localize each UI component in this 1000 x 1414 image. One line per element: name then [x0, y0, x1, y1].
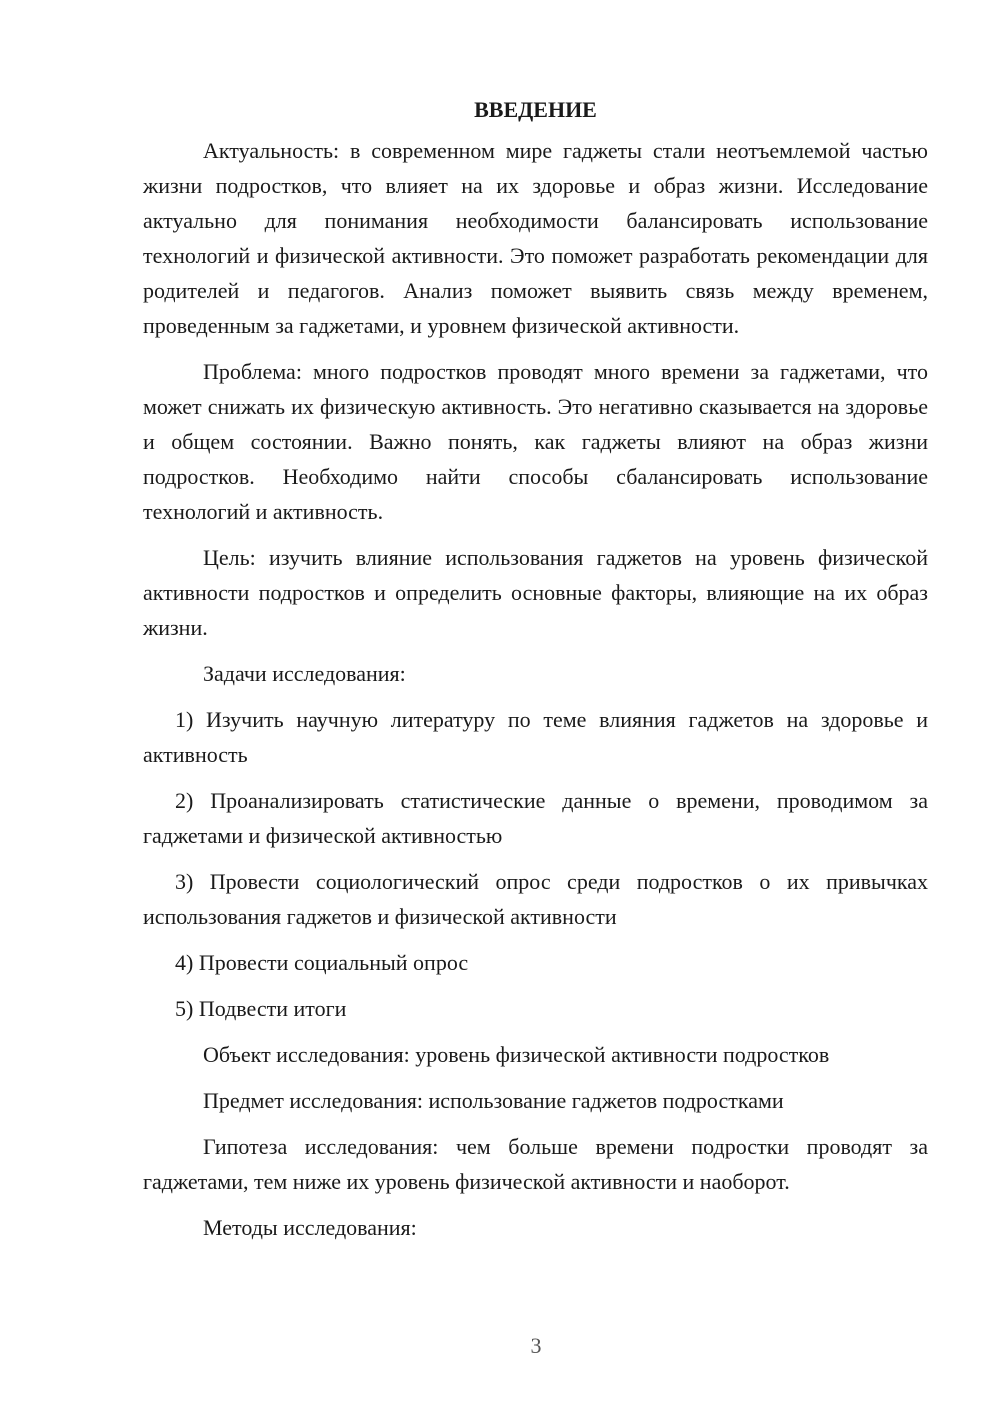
task-item: 4) Провести социальный опрос [175, 950, 469, 975]
task-item: 2) Проанализировать статистические данные о времени, проводимом за гаджетами и физической активностью [143, 788, 928, 848]
problem-paragraph: Проблема: много подростков проводят много времени за гаджетами, что может снижать их физическую активность. Это негативно сказывается на здоровье и общем состоянии. Важно понять, как гаджеты влияют на образ жизни подростков. Необходимо найти способы сбалансировать использование технологий и активность. [143, 359, 928, 524]
object-paragraph: Объект исследования: уровень физической активности подростков [203, 1042, 830, 1067]
subject-paragraph: Предмет исследования: использование гаджетов подростками [203, 1088, 784, 1113]
task-item: 3) Провести социологический опрос среди подростков о их привычках использования гаджетов и физической активности [143, 869, 928, 929]
tasks-heading: Задачи исследования: [203, 661, 406, 686]
task-item: 1) Изучить научную литературу по теме влияния гаджетов на здоровье и активность [143, 707, 928, 767]
section-heading: ВВЕДЕНИЕ [474, 97, 597, 122]
task-item: 5) Подвести итоги [175, 996, 347, 1021]
methods-heading: Методы исследования: [203, 1215, 417, 1240]
goal-paragraph: Цель: изучить влияние использования гаджетов на уровень физической активности подростков и определить основные факторы, влияющие на их образ жизни. [143, 545, 928, 640]
hypothesis-paragraph: Гипотеза исследования: чем больше времени подростки проводят за гаджетами, тем ниже их уровень физической активности и наоборот. [143, 1134, 928, 1194]
relevance-paragraph: Актуальность: в современном мире гаджеты стали неотъемлемой частью жизни подростков, что влияет на их здоровье и образ жизни. Исследование актуально для понимания необходимости балансировать использование технологий и физической активности. Это поможет разработать рекомендации для родителей и педагогов. Анализ поможет выявить связь между временем, проведенным за гаджетами, и уровнем физической активности. [143, 138, 928, 338]
page-content [143, 92, 928, 1256]
page-number: 3 [530, 1333, 542, 1358]
